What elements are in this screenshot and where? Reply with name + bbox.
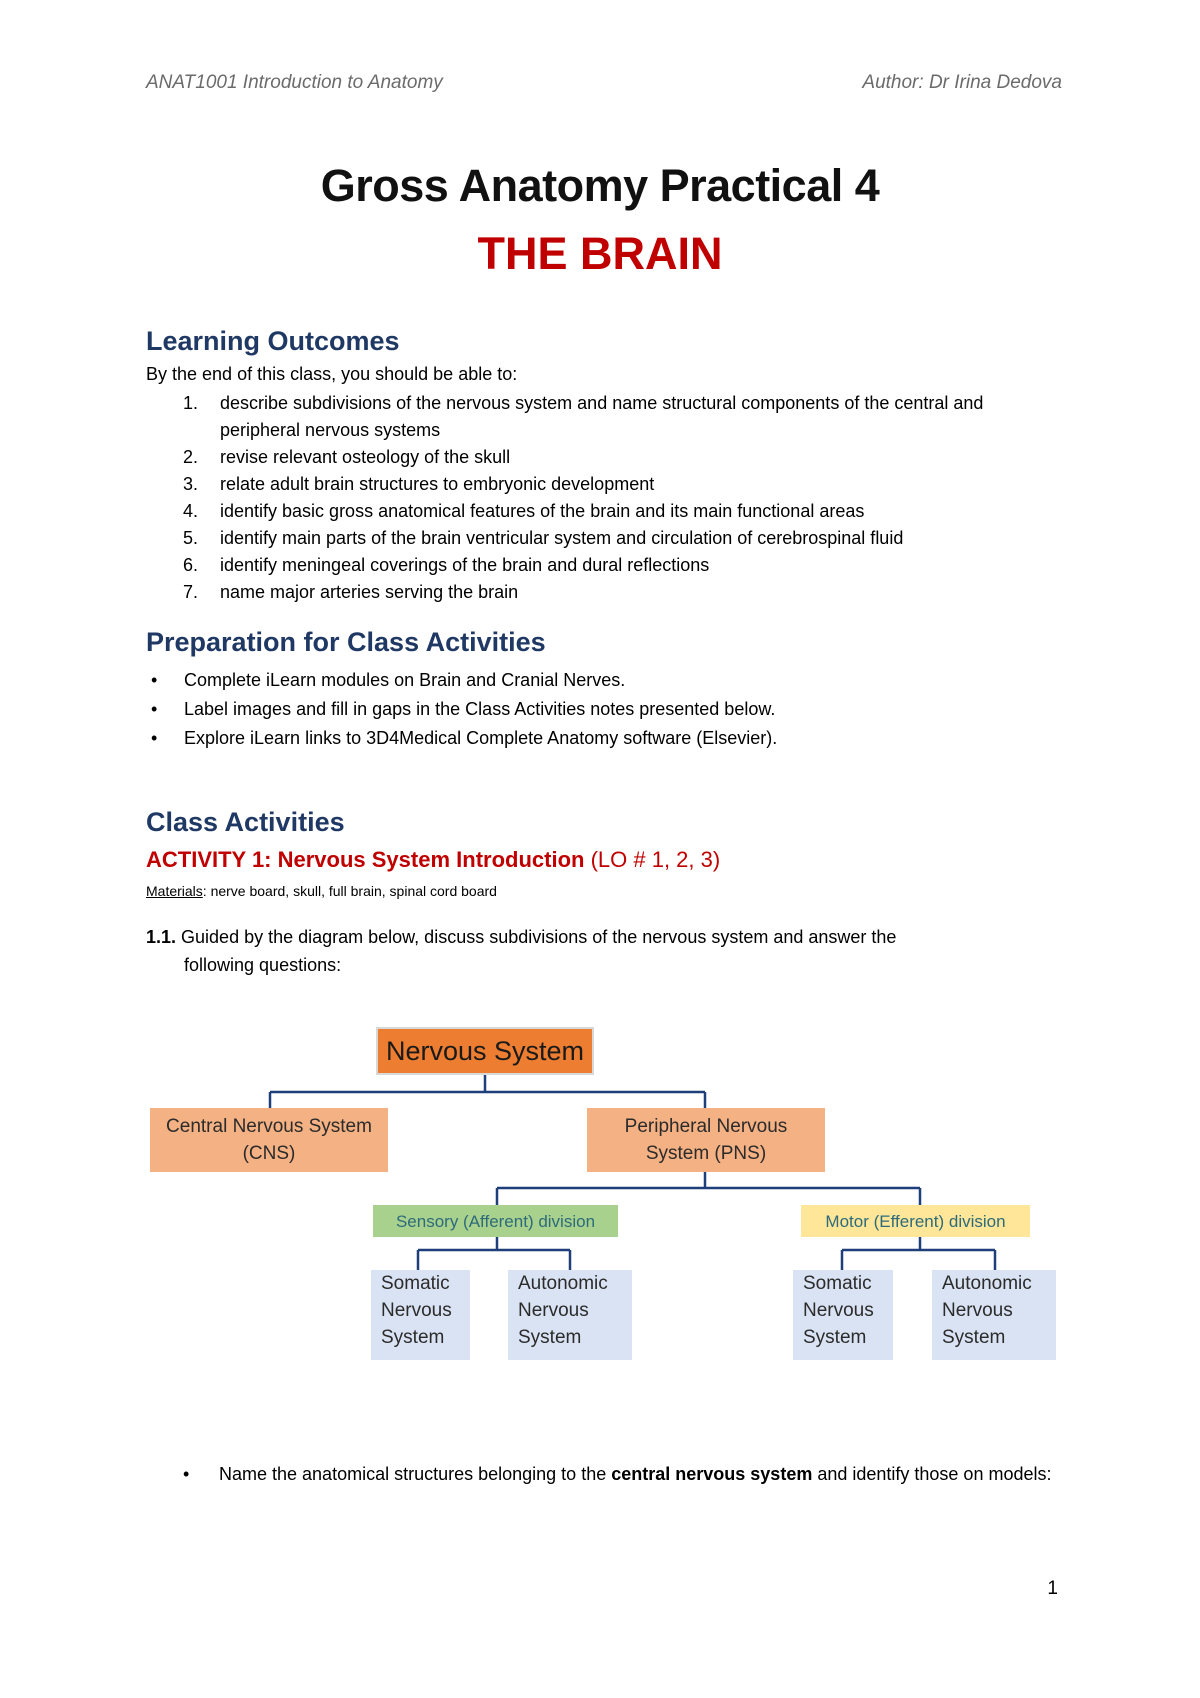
- diagram-pns: [587, 1108, 825, 1172]
- learning-outcomes-heading: Learning Outcomes: [146, 326, 400, 356]
- cns-line2: (CNS): [242, 1143, 296, 1164]
- materials-label: Materials: [146, 883, 203, 899]
- question-number: 1.1.: [146, 927, 177, 947]
- list-number: 1.: [183, 393, 199, 413]
- diagram-motor-autonomic: [932, 1270, 1056, 1360]
- diagram-sensory-division: Sensory (Afferent) division: [373, 1205, 618, 1237]
- list-number: 7.: [183, 582, 199, 602]
- leaf-line: System: [381, 1327, 445, 1348]
- list-number: 5.: [183, 528, 199, 548]
- list-text: identify main parts of the brain ventricular system and circulation of cerebrospinal fluid: [220, 528, 904, 548]
- leaf-line: Autonomic: [942, 1273, 1032, 1294]
- question-post: and identify those on models:: [812, 1464, 1052, 1484]
- activity-1-name: ACTIVITY 1: Nervous System Introduction: [146, 847, 585, 872]
- leaf-line: Nervous: [518, 1300, 589, 1321]
- list-text: describe subdivisions of the nervous system and name structural components of the central and peripheral nervous systems: [220, 393, 984, 440]
- leaf-line: Nervous: [381, 1300, 452, 1321]
- list-number: 4.: [183, 501, 199, 521]
- class-activities-heading: Class Activities: [146, 807, 345, 837]
- list-number: 6.: [183, 555, 199, 575]
- bullet-icon: •: [151, 728, 158, 748]
- question-bold: central nervous system: [611, 1464, 813, 1484]
- bullet-icon: •: [183, 1464, 190, 1484]
- page-number: 1: [1047, 1578, 1058, 1599]
- list-text: name major arteries serving the brain: [220, 582, 519, 602]
- diagram-motor-somatic: [793, 1270, 893, 1360]
- list-text: Complete iLearn modules on Brain and Cranial Nerves.: [184, 670, 626, 690]
- learning-outcomes-intro: By the end of this class, you should be able to:: [146, 364, 518, 384]
- bullet-icon: •: [151, 670, 158, 690]
- page-title: Gross Anatomy Practical 4: [320, 160, 880, 211]
- bullet-icon: •: [151, 699, 158, 719]
- leaf-line: Nervous: [803, 1300, 874, 1321]
- leaf-line: Somatic: [381, 1273, 450, 1294]
- list-text: identify meningeal coverings of the brain and dural reflections: [220, 555, 710, 575]
- leaf-line: Somatic: [803, 1273, 872, 1294]
- list-text: Explore iLearn links to 3D4Medical Complete Anatomy software (Elsevier).: [184, 728, 778, 748]
- question-pre: Name the anatomical structures belonging to the: [219, 1464, 612, 1484]
- pns-line2: System (PNS): [645, 1143, 767, 1164]
- cns-line1: Central Nervous System: [166, 1116, 372, 1137]
- diagram-motor-division: Motor (Efferent) division: [801, 1205, 1030, 1237]
- header-course: ANAT1001 Introduction to Anatomy: [146, 72, 443, 93]
- preparation-heading: Preparation for Class Activities: [146, 627, 546, 657]
- pns-line1: Peripheral Nervous: [624, 1116, 788, 1137]
- list-number: 2.: [183, 447, 199, 467]
- question-text-cont: following questions:: [184, 955, 342, 975]
- diagram-nervous-system: Nervous System: [376, 1027, 594, 1075]
- list-text: identify basic gross anatomical features of the brain and its main functional areas: [220, 501, 865, 521]
- list-text: Label images and fill in gaps in the Class Activities notes presented below.: [184, 699, 776, 719]
- question-cns: [146, 1460, 1066, 1488]
- list-number: 3.: [183, 474, 199, 494]
- diagram-sensory-somatic: [371, 1270, 470, 1360]
- diagram-cns: [150, 1108, 388, 1172]
- activity-1-lo: (LO # 1, 2, 3): [590, 847, 721, 872]
- leaf-line: Autonomic: [518, 1273, 608, 1294]
- list-text: relate adult brain structures to embryonic development: [220, 474, 655, 494]
- question-text: Guided by the diagram below, discuss subdivisions of the nervous system and answer the: [176, 927, 897, 947]
- leaf-line: System: [518, 1327, 582, 1348]
- materials-text: : nerve board, skull, full brain, spinal cord board: [202, 883, 497, 899]
- header-author: Author: Dr Irina Dedova: [862, 72, 1062, 93]
- list-text: revise relevant osteology of the skull: [220, 447, 511, 467]
- leaf-line: System: [942, 1327, 1006, 1348]
- page-subtitle: THE BRAIN: [477, 228, 723, 279]
- leaf-line: Nervous: [942, 1300, 1013, 1321]
- diagram-sensory-autonomic: [508, 1270, 632, 1360]
- leaf-line: System: [803, 1327, 867, 1348]
